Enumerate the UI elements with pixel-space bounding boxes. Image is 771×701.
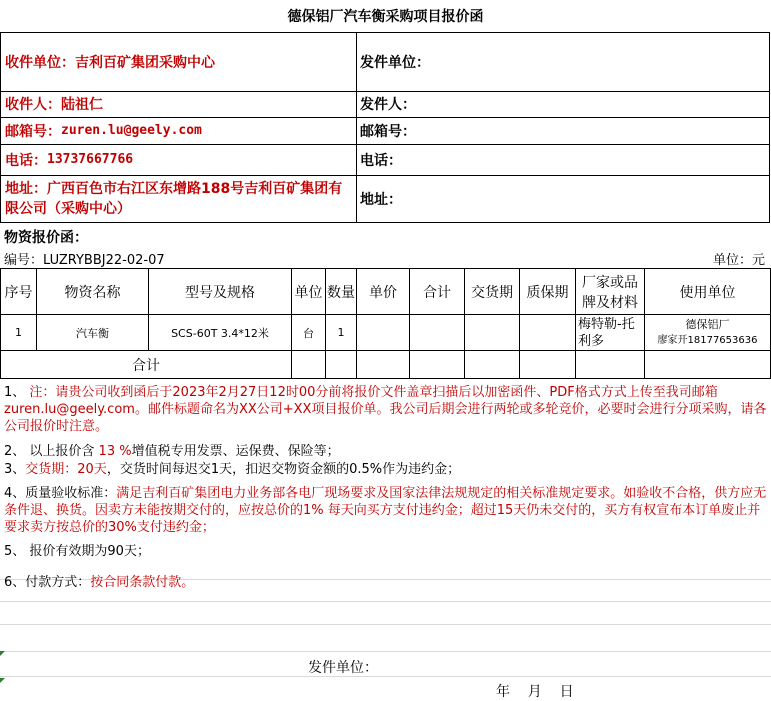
note-3 (4, 461, 768, 478)
page-title: 德保铝厂汽车衡采购项目报价函 (287, 9, 484, 25)
cell-qty: 1 (326, 315, 357, 351)
header-index: 序号 (1, 269, 37, 315)
gridline (0, 601, 771, 602)
gridline (0, 651, 771, 652)
note-2-a: 2、 以上报价含 (4, 444, 99, 459)
cell-comment-marker (0, 678, 5, 683)
cell-unit: 台 (292, 315, 326, 351)
total-cell (645, 351, 771, 379)
note-4-a: 4、质量验收标准： (4, 486, 117, 501)
cell-user-line2: 廖家开18177653636 (657, 334, 758, 346)
recipient-unit-cell (0, 32, 357, 92)
header-warranty: 质保期 (520, 269, 576, 315)
quote-table (0, 268, 771, 379)
recipient-unit-label: 收件单位： (5, 55, 75, 71)
table-header-row (1, 269, 771, 315)
recipient-phone-value: 13737667766 (47, 152, 134, 167)
cell-model: SCS-60T 3.4*12米 (149, 315, 292, 351)
table-total-row (1, 351, 771, 379)
total-label: 合计 (1, 351, 292, 379)
note-6-b: 按合同条款付款。 (90, 575, 195, 590)
sender-person-label: 发件人： (360, 97, 416, 113)
note-3-a: 3、 (4, 462, 26, 477)
cell-name: 汽车衡 (37, 315, 149, 351)
note-6-a: 6、付款方式： (4, 575, 91, 590)
header-brand: 厂家或品牌及材料 (576, 269, 645, 315)
recipient-email-value: zuren.lu@geely.com (61, 123, 202, 138)
cell-delivery[interactable] (465, 315, 520, 351)
header-user: 使用单位 (645, 269, 771, 315)
header-delivery: 交货期 (465, 269, 520, 315)
total-cell (410, 351, 465, 379)
cell-price[interactable] (357, 315, 410, 351)
recipient-email-cell (0, 117, 357, 145)
sender-address-cell (356, 175, 770, 223)
note-1 (4, 384, 768, 435)
quote-section-label: 物资报价函： (4, 230, 88, 246)
recipient-unit-value: 吉利百矿集团采购中心 (75, 55, 215, 71)
note-1-text: 注：请贵公司收到函后于2023年2月27日12时00分前将报价文件盖章扫描后以加密函件、PDF格式方式上传至我司邮箱zuren.lu@geely.com。邮件标题命名为XX公司+XX项目报价单。我公司后期会进行两轮或多轮竞价，必要时会进行分项采购，请各公司报价时注意。 (4, 385, 767, 434)
sender-phone-cell (356, 144, 770, 176)
sender-email-label: 邮箱号： (360, 123, 416, 140)
recipient-address-value: 广西百色市右江区东增路188号吉利百矿集团有限公司（采购中心） (5, 180, 343, 217)
note-2-c: 增值税专用发票、运保费、保险等； (131, 444, 340, 459)
sender-person-cell (356, 91, 770, 118)
total-cell (357, 351, 410, 379)
cell-user-line1: 德保铝厂 (685, 317, 730, 331)
quote-currency-unit: 单位：元 (712, 253, 765, 268)
cell-user (645, 315, 771, 351)
total-cell (576, 351, 645, 379)
quote-number: 编号：LUZRYBBJ22-02-07 (4, 253, 165, 268)
note-1-prefix: 1、 (4, 385, 30, 400)
table-row (1, 315, 771, 351)
header-total: 合计 (410, 269, 465, 315)
recipient-phone-cell (0, 144, 357, 176)
footer-date: 年 月 日 (496, 684, 574, 700)
note-5: 5、 报价有效期为90天； (4, 544, 150, 559)
sender-phone-label: 电话： (360, 152, 402, 169)
footer-sender-unit: 发件单位： (308, 660, 378, 676)
note-4 (4, 485, 768, 536)
recipient-address-cell (0, 175, 357, 223)
cell-index: 1 (1, 315, 37, 351)
cell-brand: 梅特勒-托利多 (576, 315, 645, 351)
recipient-address-label: 地址： (5, 180, 47, 197)
recipient-phone-label: 电话： (5, 152, 47, 169)
recipient-email-label: 邮箱号： (5, 123, 61, 140)
total-cell (465, 351, 520, 379)
sender-unit-cell (356, 32, 770, 92)
header-unit: 单位 (292, 269, 326, 315)
cell-comment-marker (0, 651, 5, 656)
note-6 (4, 574, 768, 591)
note-2-b: 13 % (98, 444, 132, 459)
recipient-person-cell (0, 91, 357, 118)
sender-address-label: 地址： (360, 191, 402, 208)
gridline (0, 624, 771, 625)
cell-total[interactable] (410, 315, 465, 351)
note-3-b: 交货期：20天 (25, 462, 107, 477)
recipient-person-label: 收件人： (5, 97, 61, 113)
note-3-c: ，交货时间每迟交1天，扣迟交物资金额的0.5%作为违约金； (106, 462, 461, 477)
total-cell (292, 351, 326, 379)
total-cell (520, 351, 576, 379)
header-model: 型号及规格 (149, 269, 292, 315)
total-cell (326, 351, 357, 379)
header-qty: 数量 (326, 269, 357, 315)
cell-warranty[interactable] (520, 315, 576, 351)
header-name: 物资名称 (37, 269, 149, 315)
note-2 (4, 443, 768, 460)
sender-email-cell (356, 117, 770, 145)
gridline (0, 676, 771, 677)
recipient-person-value: 陆祖仁 (61, 97, 103, 113)
sender-unit-label: 发件单位： (360, 55, 430, 71)
header-price: 单价 (357, 269, 410, 315)
note-4-b: 满足吉利百矿集团电力业务部各电厂现场要求及国家法律法规规定的相关标准规定要求。如验收不合格，供方应无条件退、换货。因卖方未能按期交付的，应按总价的1% 每天向买方支付违约金；超过15天仍未交付的，买方有权宣布本订单废止并要求卖方按总价的30%支付违约金； (4, 486, 767, 535)
